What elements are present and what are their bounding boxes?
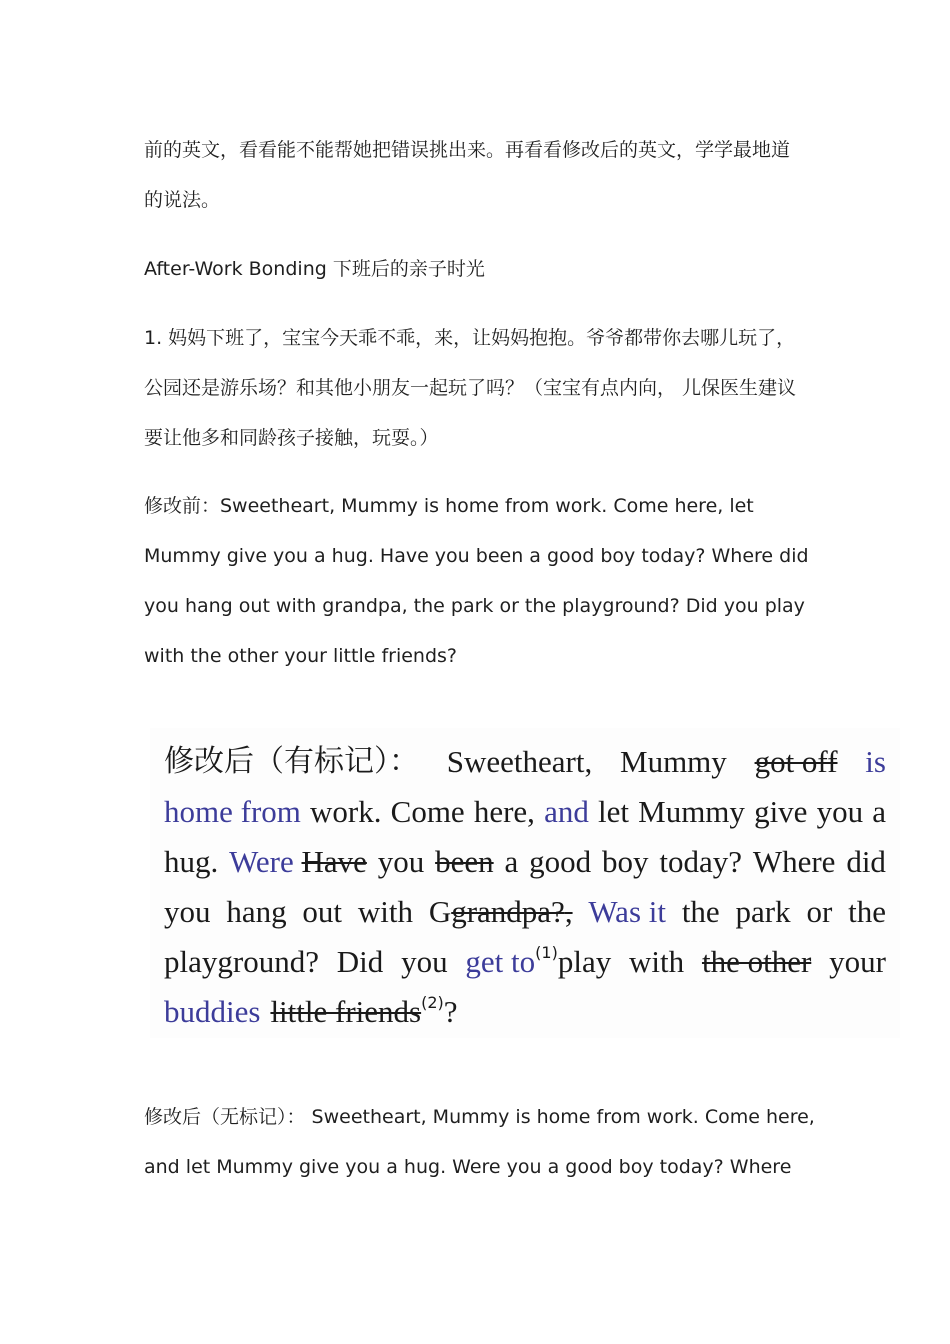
figure-line-2: home from work. Come here, and let Mummy give you a — [164, 792, 886, 832]
inserted-text: Were — [229, 844, 294, 879]
deleted-text: little friends — [270, 994, 422, 1029]
deleted-text: got off — [754, 744, 838, 779]
inserted-text: and — [544, 794, 589, 829]
intro-line-2: 的说法。 — [144, 189, 221, 211]
figure-line-1: 修改后（有标记）： Sweetheart, Mummy got off is — [164, 742, 886, 782]
inserted-text: is — [865, 744, 886, 779]
deleted-text: grandpa? — [451, 894, 565, 929]
figure-line-4: you hang out with Ggrandpa?, Was it the park or the — [164, 892, 886, 932]
figure-line-3: hug. Were Have you been a good boy today? Where did — [164, 842, 886, 882]
item1-line-1: 1. 妈妈下班了，宝宝今天乖不乖，来，让妈妈抱抱。爷爷都带你去哪儿玩了， — [144, 327, 796, 349]
footnote-marker-1: (1) — [535, 943, 558, 962]
tracked-changes-figure — [150, 728, 900, 1038]
inserted-text: home from — [164, 794, 301, 829]
inserted-text: Was it — [588, 894, 666, 929]
marked-label: 修改后（有标记）： — [164, 744, 419, 779]
deleted-comma: , — [564, 894, 573, 929]
after-plain-line-1: 修改后（无标记）： Sweetheart, Mummy is home from work. Come here, — [144, 1106, 815, 1128]
item1-line-3: 要让他多和同龄孩子接触，玩耍。） — [144, 427, 439, 449]
inserted-capital: G — [428, 894, 452, 929]
before-line-2: Mummy give you a hug. Have you been a good boy today? Where did — [144, 545, 809, 567]
deleted-text: Have — [301, 844, 367, 879]
before-line-1: 修改前：Sweetheart, Mummy is home from work. Come here, let — [144, 495, 754, 517]
item1-line-2: 公园还是游乐场？和其他小朋友一起玩了吗？（宝宝有点内向， 儿保医生建议 — [144, 377, 797, 399]
inserted-text: get to — [465, 944, 536, 979]
deleted-text: been — [435, 844, 494, 879]
footnote-marker-2: (2) — [421, 993, 444, 1012]
before-line-3: you hang out with grandpa, the park or the playground? Did you play — [144, 595, 805, 617]
figure-line-6: buddies little friends$^{(2)}$? — [164, 992, 886, 1032]
after-plain-line-2: and let Mummy give you a hug. Were you a good boy today? Where — [144, 1156, 792, 1178]
deleted-text: the other — [701, 944, 812, 979]
section-title: After-Work Bonding 下班后的亲子时光 — [144, 258, 485, 280]
intro-line-1: 前的英文，看看能不能帮她把错误挑出来。再看看修改后的英文，学学最地道 — [144, 139, 791, 161]
inserted-text: buddies — [164, 994, 261, 1029]
figure-line-5: playground? Did you get $to^{(1)}play$ with the other your — [164, 942, 886, 982]
before-line-4: with the other your little friends? — [144, 645, 458, 667]
